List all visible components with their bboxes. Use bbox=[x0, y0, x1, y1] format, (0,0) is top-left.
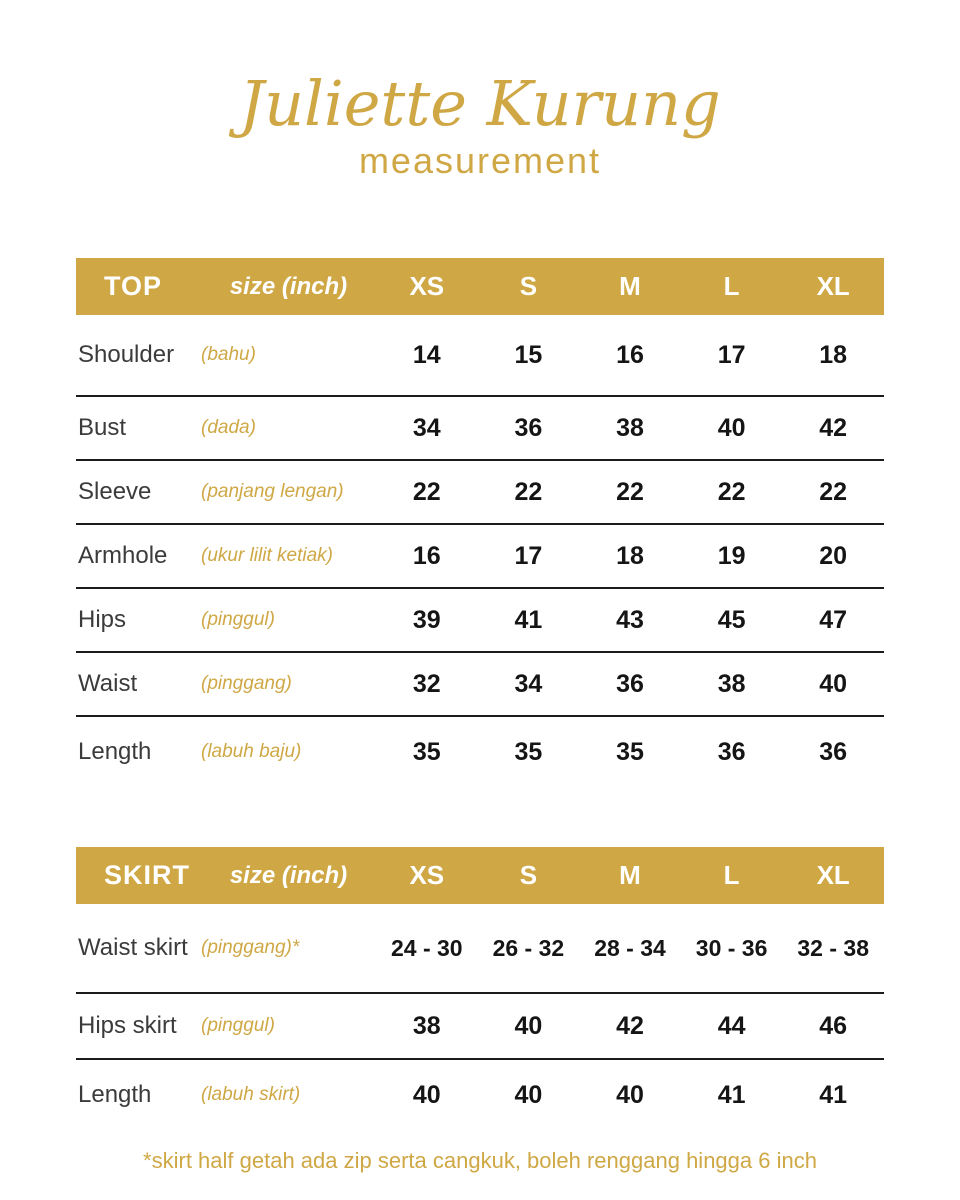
cell-value: 35 bbox=[514, 737, 543, 766]
cell-value: 19 bbox=[717, 541, 746, 570]
cell-value: 35 bbox=[412, 737, 441, 766]
size-column-header-m: M bbox=[619, 860, 641, 891]
cell-value: 20 bbox=[819, 541, 848, 570]
row-sublabel: (dada) bbox=[201, 417, 256, 439]
page-title: Juliette Kurung bbox=[239, 67, 721, 140]
size-column-header-l: L bbox=[723, 860, 740, 891]
skirt-footnote: *skirt half getah ada zip serta cangkuk, boleh renggang hingga 6 inch bbox=[143, 1148, 817, 1174]
cell-value: 22 bbox=[616, 477, 644, 506]
cell-value: 34 bbox=[412, 413, 441, 442]
row-label: Shoulder bbox=[78, 341, 175, 369]
cell-value: 40 bbox=[412, 1080, 441, 1109]
size-column-header-s: S bbox=[519, 860, 538, 891]
cell-value: 14 bbox=[412, 340, 441, 369]
cell-value: 45 bbox=[717, 605, 746, 634]
row-sublabel: (pinggang)* bbox=[201, 937, 300, 959]
row-sublabel: (ukur lilit ketiak) bbox=[201, 545, 333, 567]
cell-value: 17 bbox=[717, 340, 746, 369]
row-sublabel: (pinggang) bbox=[201, 673, 292, 695]
cell-value: 22 bbox=[819, 477, 848, 506]
table-row-sleeve bbox=[76, 461, 884, 525]
cell-value: 34 bbox=[514, 669, 543, 698]
size-column-header-s: S bbox=[519, 271, 538, 302]
row-sublabel: (bahu) bbox=[201, 344, 256, 366]
cell-value: 40 bbox=[819, 669, 848, 698]
row-sublabel: (labuh skirt) bbox=[201, 1084, 301, 1106]
size-column-header-xl: XL bbox=[816, 860, 850, 891]
cell-value: 36 bbox=[717, 737, 746, 766]
row-label: Length bbox=[78, 1081, 152, 1109]
size-column-header-l: L bbox=[723, 271, 740, 302]
row-label: Hips bbox=[78, 606, 127, 634]
cell-value: 46 bbox=[819, 1011, 848, 1040]
row-label: Waist bbox=[78, 670, 138, 698]
size-column-header-xs: XS bbox=[409, 860, 445, 891]
table-name: TOP bbox=[104, 271, 163, 302]
cell-value: 35 bbox=[616, 737, 644, 766]
cell-value: 32 bbox=[412, 669, 441, 698]
cell-value: 41 bbox=[819, 1080, 848, 1109]
cell-value: 40 bbox=[616, 1080, 644, 1109]
row-sublabel: (pinggul) bbox=[201, 609, 275, 631]
cell-value: 38 bbox=[717, 669, 746, 698]
cell-value: 26 - 32 bbox=[492, 934, 565, 961]
row-sublabel: (pinggul) bbox=[201, 1015, 275, 1037]
row-label: Length bbox=[78, 738, 152, 766]
table-row-hips-skirt bbox=[76, 994, 884, 1060]
cell-value: 43 bbox=[616, 605, 644, 634]
cell-value: 28 - 34 bbox=[594, 934, 666, 961]
cell-value: 18 bbox=[616, 541, 644, 570]
cell-value: 32 - 38 bbox=[797, 934, 869, 961]
cell-value: 41 bbox=[717, 1080, 746, 1109]
table-row-length bbox=[76, 717, 884, 787]
skirt-size-table bbox=[76, 847, 884, 1130]
row-label: Waist skirt bbox=[78, 934, 188, 962]
table-row-bust bbox=[76, 397, 884, 461]
table-name: SKIRT bbox=[104, 860, 190, 891]
cell-value: 36 bbox=[819, 737, 848, 766]
cell-value: 16 bbox=[412, 541, 441, 570]
table-row-hips bbox=[76, 589, 884, 653]
cell-value: 39 bbox=[412, 605, 441, 634]
table-row-shoulder bbox=[76, 315, 884, 397]
cell-value: 24 - 30 bbox=[390, 934, 463, 961]
cell-value: 16 bbox=[616, 340, 644, 369]
table-row-waist bbox=[76, 653, 884, 717]
cell-value: 41 bbox=[514, 605, 543, 634]
cell-value: 15 bbox=[514, 340, 543, 369]
size-unit-label: size (inch) bbox=[229, 272, 348, 300]
table-row-armhole bbox=[76, 525, 884, 589]
row-label: Sleeve bbox=[78, 478, 152, 506]
row-label: Hips skirt bbox=[78, 1012, 177, 1040]
cell-value: 42 bbox=[819, 413, 848, 442]
table-row-waist-skirt bbox=[76, 904, 884, 994]
row-label: Armhole bbox=[78, 542, 168, 570]
title-block bbox=[0, 0, 960, 182]
cell-value: 36 bbox=[616, 669, 644, 698]
row-label: Bust bbox=[78, 414, 127, 442]
cell-value: 40 bbox=[514, 1080, 543, 1109]
cell-value: 42 bbox=[616, 1011, 644, 1040]
size-column-header-xl: XL bbox=[816, 271, 850, 302]
cell-value: 47 bbox=[819, 605, 848, 634]
row-sublabel: (labuh baju) bbox=[201, 741, 302, 763]
cell-value: 44 bbox=[717, 1011, 746, 1040]
top-table-header bbox=[76, 258, 884, 315]
cell-value: 38 bbox=[412, 1011, 441, 1040]
cell-value: 40 bbox=[514, 1011, 543, 1040]
size-unit-label: size (inch) bbox=[229, 861, 348, 889]
page-subtitle: measurement bbox=[358, 140, 602, 182]
cell-value: 22 bbox=[412, 477, 441, 506]
table-row-length-skirt bbox=[76, 1060, 884, 1130]
top-size-table bbox=[76, 258, 884, 787]
cell-value: 18 bbox=[819, 340, 848, 369]
row-sublabel: (panjang lengan) bbox=[201, 481, 344, 503]
size-column-header-xs: XS bbox=[409, 271, 445, 302]
cell-value: 36 bbox=[514, 413, 543, 442]
size-column-header-m: M bbox=[619, 271, 641, 302]
cell-value: 22 bbox=[514, 477, 543, 506]
cell-value: 38 bbox=[616, 413, 644, 442]
skirt-table-header bbox=[76, 847, 884, 904]
cell-value: 40 bbox=[717, 413, 746, 442]
cell-value: 22 bbox=[717, 477, 746, 506]
cell-value: 30 - 36 bbox=[695, 934, 768, 961]
cell-value: 17 bbox=[514, 541, 543, 570]
